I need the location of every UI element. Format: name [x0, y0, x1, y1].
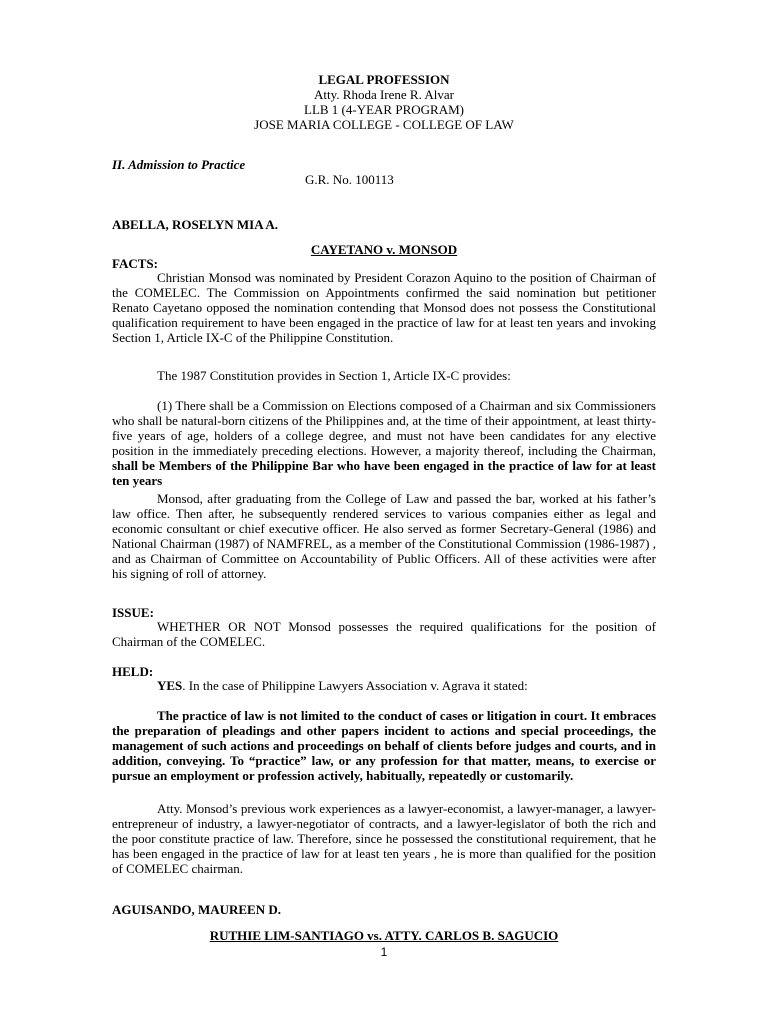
held-label: HELD:	[112, 664, 154, 679]
page-number: 1	[380, 945, 388, 959]
issue-label: ISSUE:	[112, 605, 154, 620]
held-conclusion: Atty. Monsod’s previous work experiences as a lawyer-economist, a lawyer-manager, a lawyer-entrepreneur of industry, a lawyer-negotiator of contracts, and a lawyer-legislator of both the rich and the poor constitute practice of law. Therefore, since he possessed the constitutional requirement, that he has been engaged in the practice of law for at least ten years , he is more than qualified for the position of COMELEC chairman.	[112, 801, 656, 876]
instructor-name: Atty. Rhoda Irene R. Alvar	[314, 87, 454, 102]
course-title: LEGAL PROFESSION	[318, 72, 450, 87]
held-text	[112, 678, 656, 693]
practice-of-law-quote: The practice of law is not limited to the conduct of cases or litigation in court. It embraces the preparation of pleadings and other papers incident to actions and special proceedings, the management of such actions and proceedings on behalf of clients before judges and courts, and in addition, conveying. To “practice” law, or any profession for that matter, means, to exercise or pursue an employment or profession actively, habitually, repeatedly or customarily.	[112, 708, 656, 783]
provision-bold-text: shall be Members of the Philippine Bar who have been engaged in the practice of law for at least ten years	[112, 458, 656, 488]
issue-text: WHETHER OR NOT Monsod possesses the required qualifications for the position of Chairman of the COMELEC.	[112, 619, 656, 649]
facts-label: FACTS:	[112, 256, 158, 271]
constitution-provision	[112, 398, 656, 488]
student-name-2: AGUISANDO, MAUREEN D.	[112, 902, 282, 917]
section-heading: II. Admission to Practice	[112, 157, 246, 172]
case-title-1: CAYETANO v. MONSOD	[310, 242, 458, 257]
facts-paragraph-4: Monsod, after graduating from the College of Law and passed the bar, worked at his father’s law office. Then after, he subsequently rendered services to various companies either as legal and economic consultant or chief executive officer. He also served as former Secretary-General (1986) and National Chairman (1987) of NAMFREL, as a member of the Constitutional Commission (1986-1987) , and as Chairman of Committee on Accountability of Public Officers. All of these activities were after his signing of roll of attorney.	[112, 491, 656, 581]
student-name-1: ABELLA, ROSELYN MIA A.	[112, 217, 279, 232]
case-title-2: RUTHIE LIM-SANTIAGO vs. ATTY. CARLOS B. SAGUCIO	[209, 928, 559, 943]
program-name: LLB 1 (4-YEAR PROGRAM)	[304, 102, 464, 117]
held-statement: . In the case of Philippine Lawyers Association v. Agrava it stated:	[182, 678, 528, 693]
held-answer: YES	[157, 678, 183, 693]
gr-number: G.R. No. 100113	[305, 172, 394, 187]
document-header	[112, 72, 656, 132]
school-name: JOSE MARIA COLLEGE - COLLEGE OF LAW	[254, 117, 514, 132]
facts-paragraph-2: The 1987 Constitution provides in Section 1, Article IX-C provides:	[157, 368, 511, 383]
facts-paragraph-1: Christian Monsod was nominated by President Corazon Aquino to the position of Chairman of the COMELEC. The Commission on Appointments confirmed the said nomination but petitioner Renato Cayetano opposed the nomination contending that Monsod does not possess the Constitutional qualification requirement to have been engaged in the practice of law for at least ten years and invoking Section 1, Article IX-C of the Philippine Constitution.	[112, 270, 656, 345]
provision-text: (1) There shall be a Commission on Elections composed of a Chairman and six Commissioners who shall be natural-born citizens of the Philippines and, at the time of their appointment, at least thirty-five years of age, holders of a college degree, and must not have been candidates for any elective position in the immediately preceding elections. However, a majority thereof, including the Chairman,	[112, 398, 656, 458]
